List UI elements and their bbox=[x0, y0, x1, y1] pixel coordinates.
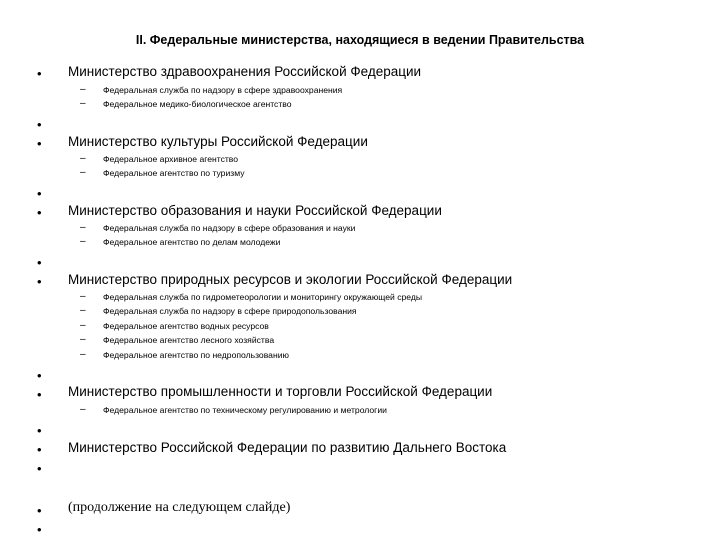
bullet: • bbox=[37, 503, 42, 518]
continuation-note: (продолжение на следующем слайде) bbox=[68, 500, 291, 515]
agency-item: Федеральное агентство по туризму bbox=[103, 168, 245, 178]
agency-item: Федеральное агентство по делам молодежи bbox=[103, 237, 281, 247]
dash: – bbox=[80, 291, 86, 302]
slide-title: II. Федеральные министерства, находящиеся в ведении Правительства bbox=[135, 33, 585, 47]
bullet: • bbox=[37, 387, 42, 402]
bullet: • bbox=[37, 368, 42, 383]
bullet: • bbox=[37, 442, 42, 457]
ministry-education: Министерство образования и науки Российской Федерации bbox=[68, 203, 442, 218]
ministry-culture: Министерство культуры Российской Федерации bbox=[68, 134, 368, 149]
agency-item: Федеральное агентство лесного хозяйства bbox=[103, 335, 275, 345]
dash: – bbox=[80, 153, 86, 164]
dash: – bbox=[80, 320, 86, 331]
dash: – bbox=[80, 167, 86, 178]
bullet: • bbox=[37, 186, 42, 201]
dash: – bbox=[80, 84, 86, 95]
bullet: • bbox=[37, 255, 42, 270]
agency-item: Федеральная служба по гидрометеорологии и мониторингу окружающей среды bbox=[103, 292, 423, 302]
agency-item: Федеральная служба по надзору в сфере образования и науки bbox=[103, 223, 356, 233]
ministry-health: Министерство здравоохранения Российской Федерации bbox=[68, 64, 422, 79]
dash: – bbox=[80, 349, 86, 360]
bullet: • bbox=[37, 274, 42, 289]
ministry-natural-resources: Министерство природных ресурсов и экологии Российской Федерации bbox=[68, 272, 513, 287]
bullet: • bbox=[37, 117, 42, 132]
agency-item: Федеральная служба по надзору в сфере природопользования bbox=[103, 306, 357, 316]
bullet: • bbox=[37, 66, 42, 81]
agency-item: Федеральное агентство по техническому регулированию и метрологии bbox=[103, 405, 387, 415]
dash: – bbox=[80, 236, 86, 247]
dash: – bbox=[80, 98, 86, 109]
bullet: • bbox=[37, 461, 42, 476]
dash: – bbox=[80, 404, 86, 415]
bullet: • bbox=[37, 205, 42, 220]
agency-item: Федеральная служба по надзору в сфере здравоохранения bbox=[103, 85, 343, 95]
dash: – bbox=[80, 305, 86, 316]
bullet: • bbox=[37, 522, 42, 537]
bullet: • bbox=[37, 136, 42, 151]
dash: – bbox=[80, 334, 86, 345]
agency-item: Федеральное агентство по недропользованию bbox=[103, 350, 289, 360]
agency-item: Федеральное медико-биологическое агентство bbox=[103, 99, 292, 109]
agency-item: Федеральное агентство водных ресурсов bbox=[103, 321, 269, 331]
dash: – bbox=[80, 222, 86, 233]
ministry-industry-trade: Министерство промышленности и торговли Российской Федерации bbox=[68, 384, 493, 399]
ministry-far-east: Министерство Российской Федерации по развитию Дальнего Востока bbox=[68, 440, 507, 455]
bullet: • bbox=[37, 423, 42, 438]
agency-item: Федеральное архивное агентство bbox=[103, 154, 239, 164]
